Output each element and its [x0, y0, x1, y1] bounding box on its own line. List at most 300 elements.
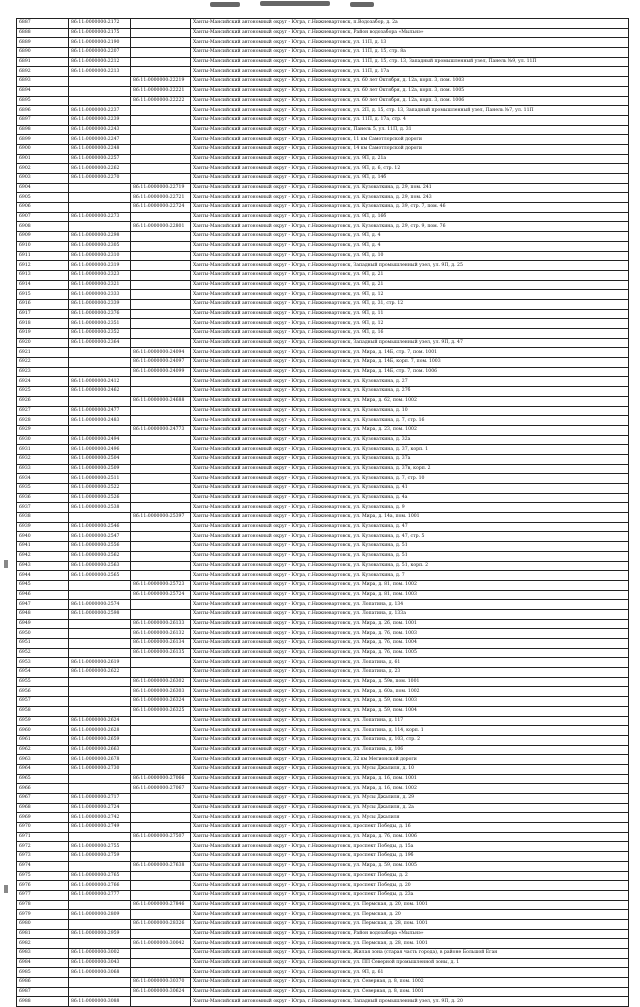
address: Ханты-Мансийский автономный округ - Югра, г.Нижневартовск, проспект Победы, д. 20 — [191, 881, 629, 891]
address: Ханты-Мансийский автономный округ - Югра, г.Нижневартовск, ул. Мира, д. 14Б, корп. 7, пом. 1003 — [191, 358, 629, 368]
address: Ханты-Мансийский автономный округ - Югра, г.Нижневартовск, Западный промышленный узел, ул. 9П, д. 47 — [191, 338, 629, 348]
object-cadastral-number — [131, 735, 191, 745]
address: Ханты-Мансийский автономный округ - Югра, г.Нижневартовск, ул. 9П, д. 12 — [191, 290, 629, 300]
cadastral-number: 86:11:0000000:2339 — [69, 299, 131, 309]
table-row — [17, 939, 629, 949]
address: Ханты-Мансийский автономный округ - Югра, г.Нижневартовск, Жилая зона (старая часть города), в районе Большой Еган — [191, 949, 629, 959]
cadastral-number — [69, 222, 131, 232]
row-number: 6941 — [17, 542, 69, 552]
table-row — [17, 290, 629, 300]
row-number: 6980 — [17, 919, 69, 929]
object-cadastral-number: 86:11:0000000:27067 — [131, 784, 191, 794]
object-cadastral-number — [131, 609, 191, 619]
object-cadastral-number: 86:11:0000000:27507 — [131, 832, 191, 842]
table-row — [17, 48, 629, 58]
address: Ханты-Мансийский автономный округ - Югра, г.Нижневартовск, Западный промышленный узел, ул. 9П, д. 20 — [191, 997, 629, 1007]
cadastral-number: 86:11:0000000:2522 — [69, 484, 131, 494]
table-row — [17, 106, 629, 116]
object-cadastral-number: 86:11:0000000:22801 — [131, 222, 191, 232]
object-cadastral-number — [131, 716, 191, 726]
row-number: 6947 — [17, 600, 69, 610]
cadastral-number: 86:11:0000000:2526 — [69, 493, 131, 503]
row-number: 6912 — [17, 261, 69, 271]
object-cadastral-number: 86:11:0000000:22219 — [131, 77, 191, 87]
address: Ханты-Мансийский автономный округ - Югра, г.Нижневартовск, ул. Кузоваткина, д. 29, стр. 9, пом. 76 — [191, 222, 629, 232]
cadastral-number — [69, 193, 131, 203]
object-cadastral-number: 86:11:0000000:24094 — [131, 348, 191, 358]
object-cadastral-number — [131, 125, 191, 135]
object-cadastral-number — [131, 929, 191, 939]
row-number: 6903 — [17, 174, 69, 184]
cadastral-number: 86:11:0000000:2624 — [69, 716, 131, 726]
object-cadastral-number: 86:11:0000000:22724 — [131, 203, 191, 213]
address: Ханты-Мансийский автономный округ - Югра, г.Нижневартовск, ул. Кузоваткина, д. 4а — [191, 493, 629, 503]
table-row — [17, 735, 629, 745]
address: Ханты-Мансийский автономный округ - Югра, г.Нижневартовск, проспект Победы, д. 2 — [191, 871, 629, 881]
object-cadastral-number — [131, 232, 191, 242]
object-cadastral-number — [131, 852, 191, 862]
table-row — [17, 852, 629, 862]
address: Ханты-Мансийский автономный округ - Югра, г.Нижневартовск, ул. Северная, д. 8, пом. 1001 — [191, 987, 629, 997]
address: Ханты-Мансийский автономный округ - Югра, г.Нижневартовск, ул. Кузоваткина, д. 37в, корп. 2 — [191, 464, 629, 474]
row-number: 6932 — [17, 454, 69, 464]
object-cadastral-number — [131, 842, 191, 852]
object-cadastral-number: 86:11:0000000:26325 — [131, 706, 191, 716]
cadastral-number: 86:11:0000000:2755 — [69, 842, 131, 852]
row-number: 6975 — [17, 871, 69, 881]
scan-artifact — [200, 0, 400, 12]
row-number: 6970 — [17, 823, 69, 833]
address: Ханты-Мансийский автономный округ - Югра, г.Нижневартовск, ул. 9П, д. 14б — [191, 174, 629, 184]
table-row — [17, 919, 629, 929]
row-number: 6924 — [17, 377, 69, 387]
row-number: 6920 — [17, 338, 69, 348]
address: Ханты-Мансийский автономный округ - Югра, г.Нижневартовск, ул. 9П, д. 6, стр. 12 — [191, 164, 629, 174]
cadastral-number: 86:11:0000000:2538 — [69, 503, 131, 513]
row-number: 6938 — [17, 513, 69, 523]
cadastral-number — [69, 861, 131, 871]
object-cadastral-number — [131, 164, 191, 174]
cadastral-number: 86:11:0000000:2270 — [69, 174, 131, 184]
object-cadastral-number: 86:11:0000000:25397 — [131, 513, 191, 523]
address: Ханты-Мансийский автономный округ - Югра, г.Нижневартовск, проспект Победы, д. 23а — [191, 890, 629, 900]
table-row — [17, 755, 629, 765]
table-row — [17, 890, 629, 900]
object-cadastral-number: 86:11:0000000:24688 — [131, 396, 191, 406]
row-number: 6902 — [17, 164, 69, 174]
cadastral-number — [69, 425, 131, 435]
address: Ханты-Мансийский автономный округ - Югра, г.Нижневартовск, ул. Кузоваткина, д. 39, стр. 7, пом. 46 — [191, 203, 629, 213]
row-number: 6973 — [17, 852, 69, 862]
table-row — [17, 270, 629, 280]
table-row — [17, 774, 629, 784]
object-cadastral-number — [131, 338, 191, 348]
row-number: 6934 — [17, 474, 69, 484]
table-row — [17, 823, 629, 833]
object-cadastral-number — [131, 290, 191, 300]
object-cadastral-number — [131, 115, 191, 125]
address: Ханты-Мансийский автономный округ - Югра, г.Нижневартовск, ул. 2П, д. 15, стр. 13, Западный промышленный узел, Панель №7, ул. 11П — [191, 106, 629, 116]
cadastral-number — [69, 639, 131, 649]
cadastral-number — [69, 580, 131, 590]
table-row — [17, 871, 629, 881]
table-row — [17, 484, 629, 494]
address: Ханты-Мансийский автономный округ - Югра, г.Нижневартовск, 14 км Самотлорской дороги — [191, 144, 629, 154]
cadastral-number: 86:11:0000000:2565 — [69, 571, 131, 581]
cadastral-number: 86:11:0000000:2319 — [69, 261, 131, 271]
object-cadastral-number — [131, 28, 191, 38]
row-number: 6890 — [17, 48, 69, 58]
table-row — [17, 493, 629, 503]
row-number: 6915 — [17, 290, 69, 300]
row-number: 6898 — [17, 125, 69, 135]
table-row — [17, 764, 629, 774]
table-row — [17, 154, 629, 164]
table-row — [17, 910, 629, 920]
object-cadastral-number — [131, 551, 191, 561]
address: Ханты-Мансийский автономный округ - Югра, г.Нижневартовск, ул. Мира, д. 23, пом. 1002 — [191, 425, 629, 435]
address: Ханты-Мансийский автономный округ - Югра, г.Нижневартовск, ул. Кузоваткина, д. 29, пом. 243 — [191, 193, 629, 203]
table-row — [17, 949, 629, 959]
row-number: 6893 — [17, 77, 69, 87]
cadastral-number: 86:11:0000000:2766 — [69, 881, 131, 891]
address: Ханты-Мансийский автономный округ - Югра, г.Нижневартовск, ул. Кузоваткина, д. 47, стр. 5 — [191, 532, 629, 542]
table-row — [17, 309, 629, 319]
table-row — [17, 38, 629, 48]
cadastral-number — [69, 987, 131, 997]
object-cadastral-number — [131, 241, 191, 251]
cadastral-number: 86:11:0000000:2207 — [69, 48, 131, 58]
register-table-body — [17, 19, 629, 1007]
address: Ханты-Мансийский автономный округ - Югра, г.Нижневартовск, ул. Лопатина, д. 114, корп. 1 — [191, 726, 629, 736]
address: Ханты-Мансийский автономный округ - Югра, г.Нижневартовск, ул. Кузоваткина, д. 27 — [191, 377, 629, 387]
row-number: 6942 — [17, 551, 69, 561]
cadastral-number: 86:11:0000000:2628 — [69, 726, 131, 736]
address: Ханты-Мансийский автономный округ - Югра, г.Нижневартовск, ул. 9П, д. 21 — [191, 280, 629, 290]
row-number: 6976 — [17, 881, 69, 891]
row-number: 6946 — [17, 590, 69, 600]
table-row — [17, 464, 629, 474]
object-cadastral-number: 86:11:0000000:27638 — [131, 861, 191, 871]
table-row — [17, 358, 629, 368]
cadastral-number: 86:11:0000000:2323 — [69, 270, 131, 280]
row-number: 6925 — [17, 387, 69, 397]
address: Ханты-Мансийский автономный округ - Югра, г.Нижневартовск, ул. 60 лет Октября, д. 12а, корп. 3, пом. 1003 — [191, 77, 629, 87]
address: Ханты-Мансийский автономный округ - Югра, г.Нижневартовск, 32 км Мегионской дороги — [191, 755, 629, 765]
address: Ханты-Мансийский автономный округ - Югра, г.Нижневартовск, ул. Мусы Джалиля, д. 29 — [191, 794, 629, 804]
object-cadastral-number — [131, 764, 191, 774]
cadastral-number: 86:11:0000000:2730 — [69, 764, 131, 774]
address: Ханты-Мансийский автономный округ - Югра, г.Нижневартовск, ул. 60 лет Октября, д. 12а, корп. 3, пом. 1006 — [191, 96, 629, 106]
address: Ханты-Мансийский автономный округ - Югра, г.Нижневартовск, ул. Кузоваткина, д. 47 — [191, 522, 629, 532]
row-number: 6891 — [17, 57, 69, 67]
address: Ханты-Мансийский автономный округ - Югра, г.Нижневартовск, ул. Мира, д. 59в, пом. 1001 — [191, 677, 629, 687]
cadastral-number — [69, 677, 131, 687]
cadastral-number: 86:11:0000000:2574 — [69, 600, 131, 610]
address: Ханты-Мансийский автономный округ - Югра, г.Нижневартовск, ул. 11П, д. 17а — [191, 67, 629, 77]
address: Ханты-Мансийский автономный округ - Югра, г.Нижневартовск, ул. Мира, д. 26, пом. 1001 — [191, 619, 629, 629]
address: Ханты-Мансийский автономный округ - Югра, г.Нижневартовск, ул. Лопатина, д. 103, стр. 2 — [191, 735, 629, 745]
object-cadastral-number — [131, 813, 191, 823]
address: Ханты-Мансийский автономный округ - Югра, г.Нижневартовск, ул. Кузоваткина, д. 7, стр. 16 — [191, 416, 629, 426]
row-number: 6917 — [17, 309, 69, 319]
table-row — [17, 542, 629, 552]
row-number: 6968 — [17, 803, 69, 813]
object-cadastral-number — [131, 890, 191, 900]
row-number: 6963 — [17, 755, 69, 765]
address: Ханты-Мансийский автономный округ - Югра, г.Нижневартовск, ул. Кузоваткина, д. 37, корп. 1 — [191, 445, 629, 455]
address: Ханты-Мансийский автономный округ - Югра, г.Нижневартовск, ул. Северная, д. 8, пом. 1002 — [191, 978, 629, 988]
cadastral-number: 86:11:0000000:2809 — [69, 910, 131, 920]
table-row — [17, 96, 629, 106]
address: Ханты-Мансийский автономный округ - Югра, г.Нижневартовск, ул. Мира, д. 14Б, стр. 7, пом. 1001 — [191, 348, 629, 358]
cadastral-number — [69, 648, 131, 658]
address: Ханты-Мансийский автономный округ - Югра, г.Нижневартовск, ул. 9П, д. 61 — [191, 968, 629, 978]
address: Ханты-Мансийский автономный округ - Югра, г.Нижневартовск, Панель 5, ул. 11П, д. 31 — [191, 125, 629, 135]
table-row — [17, 203, 629, 213]
object-cadastral-number: 86:11:0000000:25724 — [131, 590, 191, 600]
address: Ханты-Мансийский автономный округ - Югра, г.Нижневартовск, ул. 9П, д. 4 — [191, 232, 629, 242]
address: Ханты-Мансийский автономный округ - Югра, г.Нижневартовск, ул. Лопатина, д. 106 — [191, 745, 629, 755]
row-number: 6910 — [17, 241, 69, 251]
object-cadastral-number — [131, 794, 191, 804]
cadastral-number — [69, 697, 131, 707]
object-cadastral-number — [131, 522, 191, 532]
cadastral-number: 86:11:0000000:2190 — [69, 38, 131, 48]
address: Ханты-Мансийский автономный округ - Югра, г.Нижневартовск, ул. Кузоваткина, д. 37а — [191, 454, 629, 464]
row-number: 6889 — [17, 38, 69, 48]
row-number: 6955 — [17, 677, 69, 687]
cadastral-number: 86:11:0000000:2598 — [69, 609, 131, 619]
object-cadastral-number — [131, 435, 191, 445]
object-cadastral-number — [131, 309, 191, 319]
cadastral-number: 86:11:0000000:2717 — [69, 794, 131, 804]
table-row — [17, 280, 629, 290]
row-number: 6959 — [17, 716, 69, 726]
table-row — [17, 57, 629, 67]
address: Ханты-Мансийский автономный округ - Югра, г.Нижневартовск, ул. Мира, д. 16, пом. 1002 — [191, 784, 629, 794]
address: Ханты-Мансийский автономный округ - Югра, г.Нижневартовск, ул. Мира, д. 76, пом. 1005 — [191, 648, 629, 658]
row-number: 6985 — [17, 968, 69, 978]
row-number: 6964 — [17, 764, 69, 774]
object-cadastral-number — [131, 464, 191, 474]
register-table — [16, 18, 629, 1007]
address: Ханты-Мансийский автономный округ - Югра, г.Нижневартовск, ул. Кузоваткина, д. 51 — [191, 542, 629, 552]
cadastral-number: 86:11:0000000:2333 — [69, 290, 131, 300]
row-number: 6929 — [17, 425, 69, 435]
table-row — [17, 600, 629, 610]
row-number: 6956 — [17, 687, 69, 697]
table-row — [17, 881, 629, 891]
row-number: 6971 — [17, 832, 69, 842]
table-row — [17, 144, 629, 154]
row-number: 6940 — [17, 532, 69, 542]
cadastral-number: 86:11:0000000:2213 — [69, 67, 131, 77]
row-number: 6939 — [17, 522, 69, 532]
row-number: 6965 — [17, 774, 69, 784]
address: Ханты-Мансийский автономный округ - Югра, г.Нижневартовск, п.Водозабор, д. 2а — [191, 19, 629, 29]
address: Ханты-Мансийский автономный округ - Югра, г.Нижневартовск, ул. Мира, д. 76, пом. 1003 — [191, 629, 629, 639]
row-number: 6954 — [17, 668, 69, 678]
address: Ханты-Мансийский автономный округ - Югра, г.Нижневартовск, ул. Мира, д. 81, пом. 1002 — [191, 580, 629, 590]
address: Ханты-Мансийский автономный округ - Югра, г.Нижневартовск, ул. 11П, д. 15, стр. 13, Западный промышленный узел, Панель №9, ул. 11П — [191, 57, 629, 67]
row-number: 6927 — [17, 406, 69, 416]
table-row — [17, 687, 629, 697]
address: Ханты-Мансийский автономный округ - Югра, г.Нижневартовск, ул. Лопатина, д. 23 — [191, 668, 629, 678]
address: Ханты-Мансийский автономный округ - Югра, г.Нижневартовск, ул. Пермская, д. 28, пом. 1001 — [191, 919, 629, 929]
address: Ханты-Мансийский автономный округ - Югра, г.Нижневартовск, ул. 9П, д. 21а — [191, 154, 629, 164]
cadastral-number: 86:11:0000000:2765 — [69, 871, 131, 881]
table-row — [17, 503, 629, 513]
table-row — [17, 745, 629, 755]
row-number: 6923 — [17, 367, 69, 377]
cadastral-number — [69, 919, 131, 929]
cadastral-number: 86:11:0000000:2678 — [69, 755, 131, 765]
cadastral-number — [69, 96, 131, 106]
cadastral-number: 86:11:0000000:2547 — [69, 532, 131, 542]
row-number: 6897 — [17, 115, 69, 125]
row-number: 6907 — [17, 212, 69, 222]
row-number: 6958 — [17, 706, 69, 716]
table-row — [17, 697, 629, 707]
object-cadastral-number: 86:11:0000000:28326 — [131, 919, 191, 929]
address: Ханты-Мансийский автономный округ - Югра, г.Нижневартовск, ул. 11П, д. 17а, стр. 4 — [191, 115, 629, 125]
object-cadastral-number — [131, 19, 191, 29]
object-cadastral-number: 86:11:0000000:24097 — [131, 358, 191, 368]
cadastral-number: 86:11:0000000:2494 — [69, 435, 131, 445]
table-row — [17, 784, 629, 794]
table-row — [17, 706, 629, 716]
table-row — [17, 716, 629, 726]
object-cadastral-number: 86:11:0000000:24099 — [131, 367, 191, 377]
cadastral-number: 86:11:0000000:2351 — [69, 319, 131, 329]
table-row — [17, 396, 629, 406]
cadastral-number: 86:11:0000000:2663 — [69, 745, 131, 755]
cadastral-number: 86:11:0000000:2376 — [69, 309, 131, 319]
row-number: 6943 — [17, 561, 69, 571]
address: Ханты-Мансийский автономный округ - Югра, г.Нижневартовск, ул. 9П, д. 31, стр. 12 — [191, 299, 629, 309]
address: Ханты-Мансийский автономный округ - Югра, г.Нижневартовск, ул. Мира, д. 59, пом. 1005 — [191, 861, 629, 871]
row-number: 6916 — [17, 299, 69, 309]
row-number: 6966 — [17, 784, 69, 794]
row-number: 6909 — [17, 232, 69, 242]
cadastral-number — [69, 629, 131, 639]
row-number: 6887 — [17, 19, 69, 29]
address: Ханты-Мансийский автономный округ - Югра, г.Нижневартовск, ул. Мира, д. 81, пом. 1003 — [191, 590, 629, 600]
address: Ханты-Мансийский автономный округ - Югра, г.Нижневартовск, ул. Кузоваткина, д. 29, пом. 241 — [191, 183, 629, 193]
table-row — [17, 338, 629, 348]
table-row — [17, 832, 629, 842]
table-row — [17, 629, 629, 639]
row-number: 6930 — [17, 435, 69, 445]
cadastral-number: 86:11:0000000:2546 — [69, 522, 131, 532]
object-cadastral-number — [131, 48, 191, 58]
cadastral-number: 86:11:0000000:2257 — [69, 154, 131, 164]
table-row — [17, 164, 629, 174]
row-number: 6974 — [17, 861, 69, 871]
object-cadastral-number: 86:11:0000000:26303 — [131, 687, 191, 697]
object-cadastral-number: 86:11:0000000:24773 — [131, 425, 191, 435]
table-row — [17, 19, 629, 29]
row-number: 6913 — [17, 270, 69, 280]
object-cadastral-number — [131, 823, 191, 833]
row-number: 6961 — [17, 735, 69, 745]
row-number: 6908 — [17, 222, 69, 232]
object-cadastral-number: 86:11:0000000:22221 — [131, 86, 191, 96]
address: Ханты-Мансийский автономный округ - Югра, г.Нижневартовск, Район водозабора «Мыльнэ» — [191, 929, 629, 939]
address: Ханты-Мансийский автономный округ - Югра, г.Нижневартовск, ул. Пермская, д. 28, пом. 1001 — [191, 939, 629, 949]
address: Ханты-Мансийский автономный округ - Югра, г.Нижневартовск, ул. Пермская, д. 20, пом. 1001 — [191, 900, 629, 910]
row-number: 6944 — [17, 571, 69, 581]
table-row — [17, 377, 629, 387]
object-cadastral-number — [131, 484, 191, 494]
row-number: 6919 — [17, 329, 69, 339]
object-cadastral-number — [131, 212, 191, 222]
table-row — [17, 425, 629, 435]
cadastral-number: 86:11:0000000:2212 — [69, 57, 131, 67]
object-cadastral-number: 86:11:0000000:25723 — [131, 580, 191, 590]
cadastral-number: 86:11:0000000:2777 — [69, 890, 131, 900]
row-number: 6911 — [17, 251, 69, 261]
object-cadastral-number — [131, 406, 191, 416]
object-cadastral-number: 86:11:0000000:27846 — [131, 900, 191, 910]
row-number: 6972 — [17, 842, 69, 852]
row-number: 6957 — [17, 697, 69, 707]
address: Ханты-Мансийский автономный округ - Югра, г.Нижневартовск, ул. 9П, д. 21 — [191, 270, 629, 280]
cadastral-number — [69, 348, 131, 358]
table-row — [17, 987, 629, 997]
row-number: 6949 — [17, 619, 69, 629]
cadastral-number: 86:11:0000000:2724 — [69, 803, 131, 813]
address: Ханты-Мансийский автономный округ - Югра, г.Нижневартовск, ул. Мира, д. 16, пом. 1001 — [191, 774, 629, 784]
cadastral-number — [69, 86, 131, 96]
table-row — [17, 513, 629, 523]
object-cadastral-number — [131, 600, 191, 610]
row-number: 6914 — [17, 280, 69, 290]
table-row — [17, 813, 629, 823]
table-row — [17, 212, 629, 222]
row-number: 6952 — [17, 648, 69, 658]
table-row — [17, 174, 629, 184]
cadastral-number: 86:11:0000000:2659 — [69, 735, 131, 745]
row-number: 6918 — [17, 319, 69, 329]
address: Ханты-Мансийский автономный округ - Югра, г.Нижневартовск, ул. Лопатина, д. 134 — [191, 600, 629, 610]
row-number: 6969 — [17, 813, 69, 823]
address: Ханты-Мансийский автономный округ - Югра, г.Нижневартовск, проспект Победы, д. 15а — [191, 842, 629, 852]
address: Ханты-Мансийский автономный округ - Югра, г.Нижневартовск, ул. Мира, д. 60а, пом. 1002 — [191, 687, 629, 697]
address: Ханты-Мансийский автономный округ - Югра, г.Нижневартовск, ул. Мира, д. 14Б, стр. 7, пом. 1006 — [191, 367, 629, 377]
table-row — [17, 251, 629, 261]
row-number: 6951 — [17, 639, 69, 649]
object-cadastral-number: 86:11:0000000:22222 — [131, 96, 191, 106]
table-row — [17, 474, 629, 484]
object-cadastral-number — [131, 135, 191, 145]
object-cadastral-number: 86:11:0000000:27066 — [131, 774, 191, 784]
address: Ханты-Мансийский автономный округ - Югра, г.Нижневартовск, ул. 11П, д. 15, стр. 8а — [191, 48, 629, 58]
table-row — [17, 28, 629, 38]
cadastral-number: 86:11:0000000:2563 — [69, 561, 131, 571]
object-cadastral-number — [131, 261, 191, 271]
table-row — [17, 968, 629, 978]
object-cadastral-number: 86:11:0000000:22719 — [131, 183, 191, 193]
cadastral-number: 86:11:0000000:2364 — [69, 338, 131, 348]
table-row — [17, 261, 629, 271]
table-row — [17, 861, 629, 871]
table-row — [17, 571, 629, 581]
cadastral-number — [69, 183, 131, 193]
object-cadastral-number — [131, 571, 191, 581]
address: Ханты-Мансийский автономный округ - Югра, г.Нижневартовск, ул. 9П, д. 11 — [191, 309, 629, 319]
